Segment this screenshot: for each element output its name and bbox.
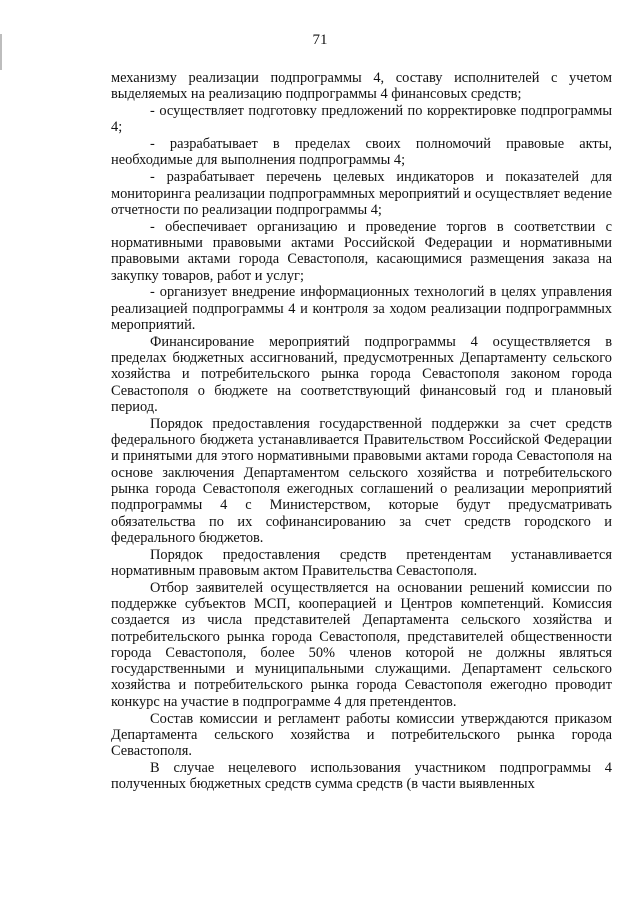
paragraph: - осуществляет подготовку предложений по корректировке подпрограммы 4; [111,103,612,136]
page-number: 71 [312,32,328,48]
paragraph: механизму реализации подпрограммы 4, составу исполнителей с учетом выделяемых на реализацию подпрограммы 4 финансовых средств; [111,70,612,103]
paragraph: Порядок предоставления средств претендентам устанавливается нормативным правовым актом Правительства Севастополя. [111,546,612,579]
paragraph: Состав комиссии и регламент работы комиссии утверждаются приказом Департамента сельского хозяйства и потребительского рынка города Севастополя. [111,710,612,760]
paragraph: - разрабатывает перечень целевых индикаторов и показателей для мониторинга реализации подпрограммных мероприятий и осуществляет ведение отчетности по реализации подпрограммы 4; [111,169,612,218]
paragraph: - организует внедрение информационных технологий в целях управления реализацией подпрограммы 4 и контроля за ходом реализации подпрограммных мероприятий. [111,284,612,333]
paragraph: Финансирование мероприятий подпрограммы 4 осуществляется в пределах бюджетных ассигнований, предусмотренных Департаменту сельского хозяйства и потребительского рынка города Севастополя законом города Севастополя о бюджете на соответствующий финансовый год и плановый период. [111,333,612,415]
document-body [111,70,612,793]
paragraph: Порядок предоставления государственной поддержки за счет средств федерального бюджета устанавливается Правительством Российской Федерации и принятыми для этого нормативными правовыми актами города Севастополя на основе заключения Департаментом сельского хозяйства и потребительского рынка города Севастополя ежегодных соглашений о реализации мероприятий подпрограммы 4 с Министерством, которые будут предусматривать обязательства по их софинансированию за счет средств городского и федерального бюджетов. [111,415,612,546]
paragraph: Отбор заявителей осуществляется на основании решений комиссии по поддержке субъектов МСП, кооперацией и Центров компетенций. Комиссия создается из числа представителей Департамента сельского хозяйства и потребительского рынка города Севастополя, представителей общественности города Севастополя, более 50% членов которой не должны являться государственными и муниципальными служащими. Департамент сельского хозяйства и потребительского рынка города Севастополя ежегодно проводит конкурс на участие в подпрограмме 4 для претендентов. [111,579,612,710]
paragraph: - разрабатывает в пределах своих полномочий правовые акты, необходимые для выполнения подпрограммы 4; [111,136,612,169]
paragraph: В случае нецелевого использования участником подпрограммы 4 полученных бюджетных средств сумма средств (в части выявленных [111,759,612,793]
paragraph: - обеспечивает организацию и проведение торгов в соответствии с нормативными правовыми актами Российской Федерации и нормативными правовыми актами города Севастополя, касающимися размещения заказа на закупку товаров, работ и услуг; [111,218,612,284]
